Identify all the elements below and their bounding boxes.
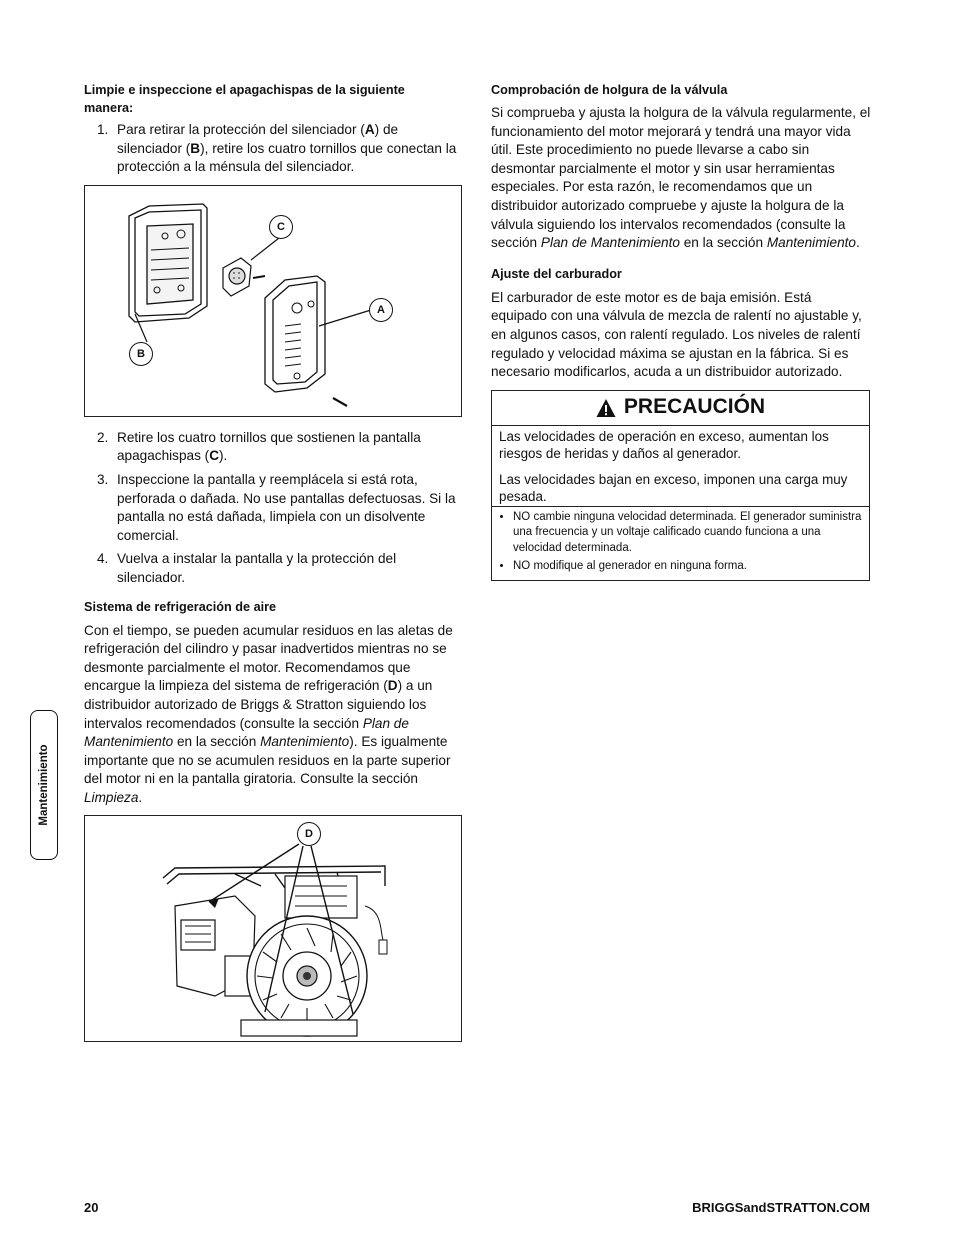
callout-b: B [129,342,153,366]
caution-text-1: Las velocidades de operación en exceso, aumentan los riesgos de heridas y daños al generador. [499,428,829,461]
steps-list-b [84,429,464,588]
step-1: 1. Para retirar la protección del silenciador (A) de silenciador (B), retire los cuatro tornillos que conectan la protección a la ménsula del silenciador. [97,122,457,175]
caution-bullet: • NO cambie ninguna velocidad determinada. El generador suministra una frecuencia y un voltaje calificado cuando funciona a una velocidad determinada. [513,510,862,557]
page-number: 20 [84,1200,99,1215]
side-tab-label: Mantenimiento [38,744,50,826]
caution-body [492,426,869,507]
section-side-tab [30,710,58,860]
cooling-heading: Sistema de refrigeración de aire [84,598,277,614]
carburetor-paragraph: El carburador de este motor es de baja emisión. Está equipado con una válvula de mezcla de ralentí no ajustable y, en algunos casos, con ralentí regulado. Los niveles de ralentí regulado y velocidad máxima se ajustan en la fábrica. Si es necesario modificarlos, acuda a un distribuidor autorizado. [491,289,862,380]
muffler-figure [84,185,462,417]
caution-header [492,391,869,426]
cooling-paragraph: Con el tiempo, se pueden acumular residuos en las aletas de refrigeración del cilindro y pasar inadvertidos mientras no se desmonte parcialmente el motor. Recomendamos que encargue la limpieza del sistema de refrigeración (D) a un distribuidor autorizado de Briggs & Stratton siguiendo los intervalos recomendados (consulte la sección Plan de Mantenimiento en la sección Mantenimiento). Es igualmente importante que no se acumulen residuos en la parte superior del motor ni en la pantalla giratoria. Consulte la sección Limpieza. [84,622,453,805]
left-column [84,81,464,1054]
step-2: 2. Retire los cuatro tornillos que sostienen la pantalla apagachispas (C). [97,429,421,464]
carburetor-heading: Ajuste del carburador [491,265,622,281]
step-number: 1. [97,122,109,137]
footer-website: BRIGGSandSTRATTON.COM [692,1200,870,1215]
caution-box [491,390,870,581]
right-column [491,81,871,581]
step-3: 3. Inspeccione la pantalla y reemplácela si está rota, perforada o dañada. No use pantallas defectuosas. Si la pantalla no está dañada, limpiela con un disolvente comercial. [97,471,456,543]
warning-triangle-icon [596,398,616,418]
step-4: 4. Vuelva a instalar la pantalla y la protección del silenciador. [97,551,397,585]
engine-illustration [85,816,461,1041]
caution-bullets [492,507,869,580]
steps-list-a [84,121,464,177]
caution-text-2: Las velocidades bajan en exceso, imponen una carga muy pesada. [499,471,848,504]
callout-c: C [269,215,293,239]
engine-figure [84,815,462,1042]
callout-d: D [297,822,321,846]
callout-a: A [369,298,393,322]
valve-paragraph: Si comprueba y ajusta la holgura de la válvula regularmente, el funcionamiento del motor mejorará y tendrá una mayor vida útil. Este procedimiento no puede llevarse a cabo sin desmontar parcialmente el motor y sin usar herramientas especiales. Por esta razón, le recomendamos que un distribuidor autorizado compruebe y ajuste la holgura de la válvula siguiendo los intervalos recomendados (consulte la sección Plan de Mantenimiento en la sección Mantenimiento. [491,105,871,251]
spark-arrester-heading: Limpie e inspeccione el apagachispas de la siguiente manera: [84,82,405,115]
valve-heading: Comprobación de holgura de la válvula [491,82,728,97]
caution-bullet: • NO modifique al generador en ninguna forma. [513,559,862,575]
caution-title: PRECAUCIÓN [623,395,766,419]
